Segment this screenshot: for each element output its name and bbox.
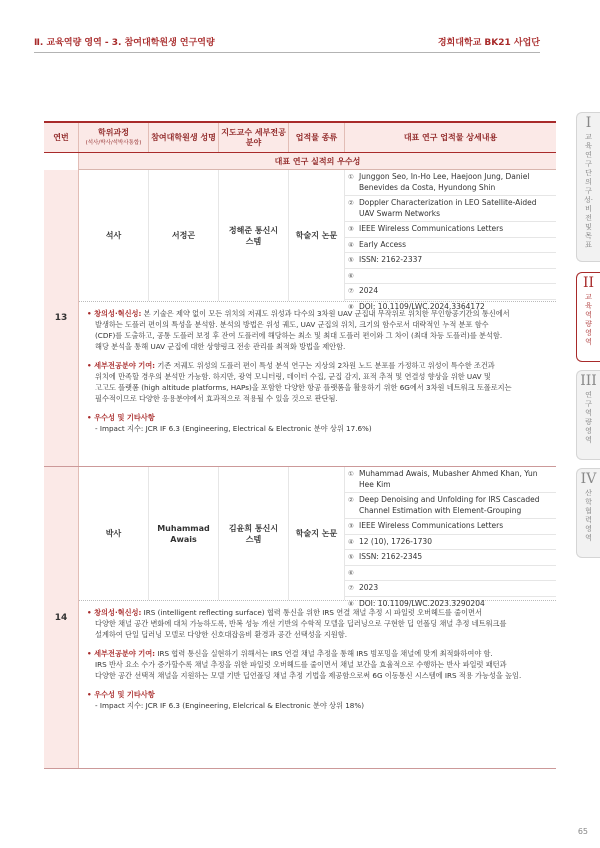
entry-prof: 김윤희 통신시스템 — [219, 467, 289, 600]
header-divider — [34, 52, 540, 53]
narrative-excellence: • 우수성 및 기타사항 - Impact 지수: JCR IF 6.3 (Engineering, Elelcrical & Electronic 분야 상위 18%) — [87, 690, 365, 710]
table-row — [44, 467, 556, 769]
col-header-type: 업적물 종류 — [288, 123, 344, 152]
side-tab-3[interactable] — [576, 370, 600, 460]
detail-row: ⑥ — [345, 566, 556, 582]
side-tab-4[interactable] — [576, 468, 600, 558]
side-tab-text: 산학협력영역 — [585, 489, 592, 542]
detail-row: ① Muhammad Awais, Mubasher Ahmed Khan, Yun Hee Kim — [345, 467, 556, 493]
narrative-contribution: • 세부전공분야 기여: IRS 협력 통신을 실현하기 위해서는 IRS 연결 채널 추정을 통해 IRS 빔포밍을 채널에 맞게 최적화하여야 함. IRS 반사 요소 수가 증가할수록 채널 추정을 위한 파일럿 오버헤드를 줄이면서 채널 보간을 효율적으로 수행하는 반사 파일럿 패턴과 다양한 공간 선택적 채널을 지원하는 모델 기반 딥언폴딩 채널 추정 기법을 제공함으로써 6G 이동통신 시스템에 IRS 적용 가능성을 높임. — [87, 649, 522, 680]
detail-row: ① Junggon Seo, In-Ho Lee, Haejoon Jung, Daniel Benevides da Costa, Hyundong Shin — [345, 170, 556, 196]
side-tab-text: 연구역량영역 — [585, 391, 592, 444]
table-header — [44, 121, 556, 153]
detail-row: ⑤ ISSN: 2162-2345 — [345, 550, 556, 566]
col-header-detail: 대표 연구 업적물 상세내용 — [344, 123, 556, 152]
detail-row: ④ Early Access — [345, 238, 556, 254]
detail-row: ⑤ ISSN: 2162-2337 — [345, 253, 556, 269]
side-tab-roman: IV — [580, 471, 597, 487]
entry-details — [345, 170, 556, 311]
side-tab-roman: II — [582, 275, 595, 291]
side-tab-roman: III — [580, 373, 597, 389]
detail-row: ⑥ — [345, 269, 556, 285]
entry-type: 학술지 논문 — [289, 467, 345, 600]
col-header-student: 참여대학원생 성명 — [148, 123, 218, 152]
side-tab-text: 교육연구단의구성·비전및목표 — [584, 133, 593, 249]
detail-row: ② Doppler Characterization in LEO Satellite-Aided UAV Swarm Networks — [345, 196, 556, 222]
side-tab-text: 교육역량영역 — [585, 293, 592, 346]
col-header-year: 연번 — [53, 132, 69, 142]
entry-details — [345, 467, 556, 608]
header-university: 경희대학교 BK21 사업단 — [437, 38, 540, 48]
entry-narrative — [79, 601, 556, 727]
entry-narrative — [79, 302, 556, 450]
detail-row: ⑧ DOI: 10.1109/LWC.2023.3290204 — [348, 598, 485, 608]
table-row — [44, 170, 556, 467]
narrative-creativity: • 창의성·혁신성: IRS (intelligent reflecting surface) 협력 통신을 위한 IRS 연결 채널 추정 시 파일럿 오버헤드를 줄이면서 다양한 채널 공간 변화에 대처 가능하도록, 반복 성능 개선 기반의 수학적 모델을 딥러닝으로 구현한 딥 언폴딩 채널 추정 네트워크를 설계하여 단일 딥러닝 모델로 다양한 신호대잡음비 환경과 공간 선택성을 지원함. — [87, 608, 507, 639]
col-header-program: 학위과정 (석사/박사/석박사통합) — [78, 123, 148, 152]
narrative-excellence: • 우수성 및 기타사항 - Impact 지수: JCR IF 6.3 (Engineering, Electrical & Electronic 분야 상위 17.6%) — [87, 413, 372, 433]
entry-program: 박사 — [79, 467, 149, 600]
entry-number: 14 — [44, 467, 78, 768]
col-header-prof: 지도교수 세부전공분야 — [218, 123, 288, 152]
detail-row: ⑦ 2023 — [345, 581, 556, 597]
detail-row: ④ 12 (10), 1726-1730 — [345, 535, 556, 551]
entry-student: Muhammad Awais — [149, 467, 219, 600]
detail-row: ② Deep Denoising and Unfolding for IRS Cascaded Channel Estimation with Element-Grouping — [345, 493, 556, 519]
narrative-contribution: • 세부전공분야 기여: 기존 저궤도 위성의 도플러 편이 특성 분석 연구는 지상의 2차원 노드 분포를 가정하고 위성이 특수한 조건과 위치에 만족할 경우의 분석만 가능함. 하지만, 광역 모니터링, 데이터 수집, 군집 감지, 표적 추적 및 연결성 향상을 위한 UAV 및 고고도 플랫폼 (high altitude platforms, HAPs)을 포함한 다양한 항공 플랫폼을 활용하기 위한 6G에서 3차원 네트워크 토폴로지는 필수적이므로 다양한 응용분야에서 효과적으로 적용될 수 있을 것으로 판단됨. — [87, 361, 512, 403]
entry-program: 석사 — [79, 170, 149, 301]
detail-row: ⑦ 2024 — [345, 284, 556, 300]
side-tab-roman: I — [585, 115, 592, 131]
entry-prof: 정해준 통신시스템 — [219, 170, 289, 301]
side-tab-1[interactable] — [576, 112, 600, 262]
header-section-title: Ⅱ. 교육역량 영역 - 3. 참여대학원생 연구역량 — [34, 38, 215, 48]
research-table — [44, 121, 556, 769]
entry-student: 서정곤 — [149, 170, 219, 301]
page-number: 65 — [577, 827, 588, 836]
side-tab-2[interactable] — [576, 272, 600, 362]
detail-row: ③ IEEE Wireless Communications Letters — [345, 222, 556, 238]
entry-number: 13 — [44, 170, 78, 466]
table-subheader: 대표 연구 실적의 우수성 — [78, 153, 556, 170]
entry-type: 학술지 논문 — [289, 170, 345, 301]
detail-row: ⑧ DOI: 10.1109/LWC.2024.3364172 — [348, 301, 485, 311]
narrative-creativity: • 창의성·혁신성: 본 기술은 제약 없이 모든 위치의 저궤도 위성과 다수의 3차원 UAV 군집내 무작위로 위치한 무인항공기간의 통신에서 발생하는 도플러 편이의 특성을 분석함. 분석의 방법은 위성 궤도, UAV 군집의 위치, 크기의 함수로서 대략적인 누적 분포 함수 (CDF)를 도출하고, 공통 도플러 보정 후 잔여 도플러에 해당하는 최소 및 최대 도플러 편이와 그 차이 (최대 차등 도플러)를 분석함. 해당 분석을 통해 UAV 군집에 대한 상향링크 전송 관리를 최적화 방법을 제안함. — [87, 309, 510, 351]
detail-row: ③ IEEE Wireless Communications Letters — [345, 519, 556, 535]
